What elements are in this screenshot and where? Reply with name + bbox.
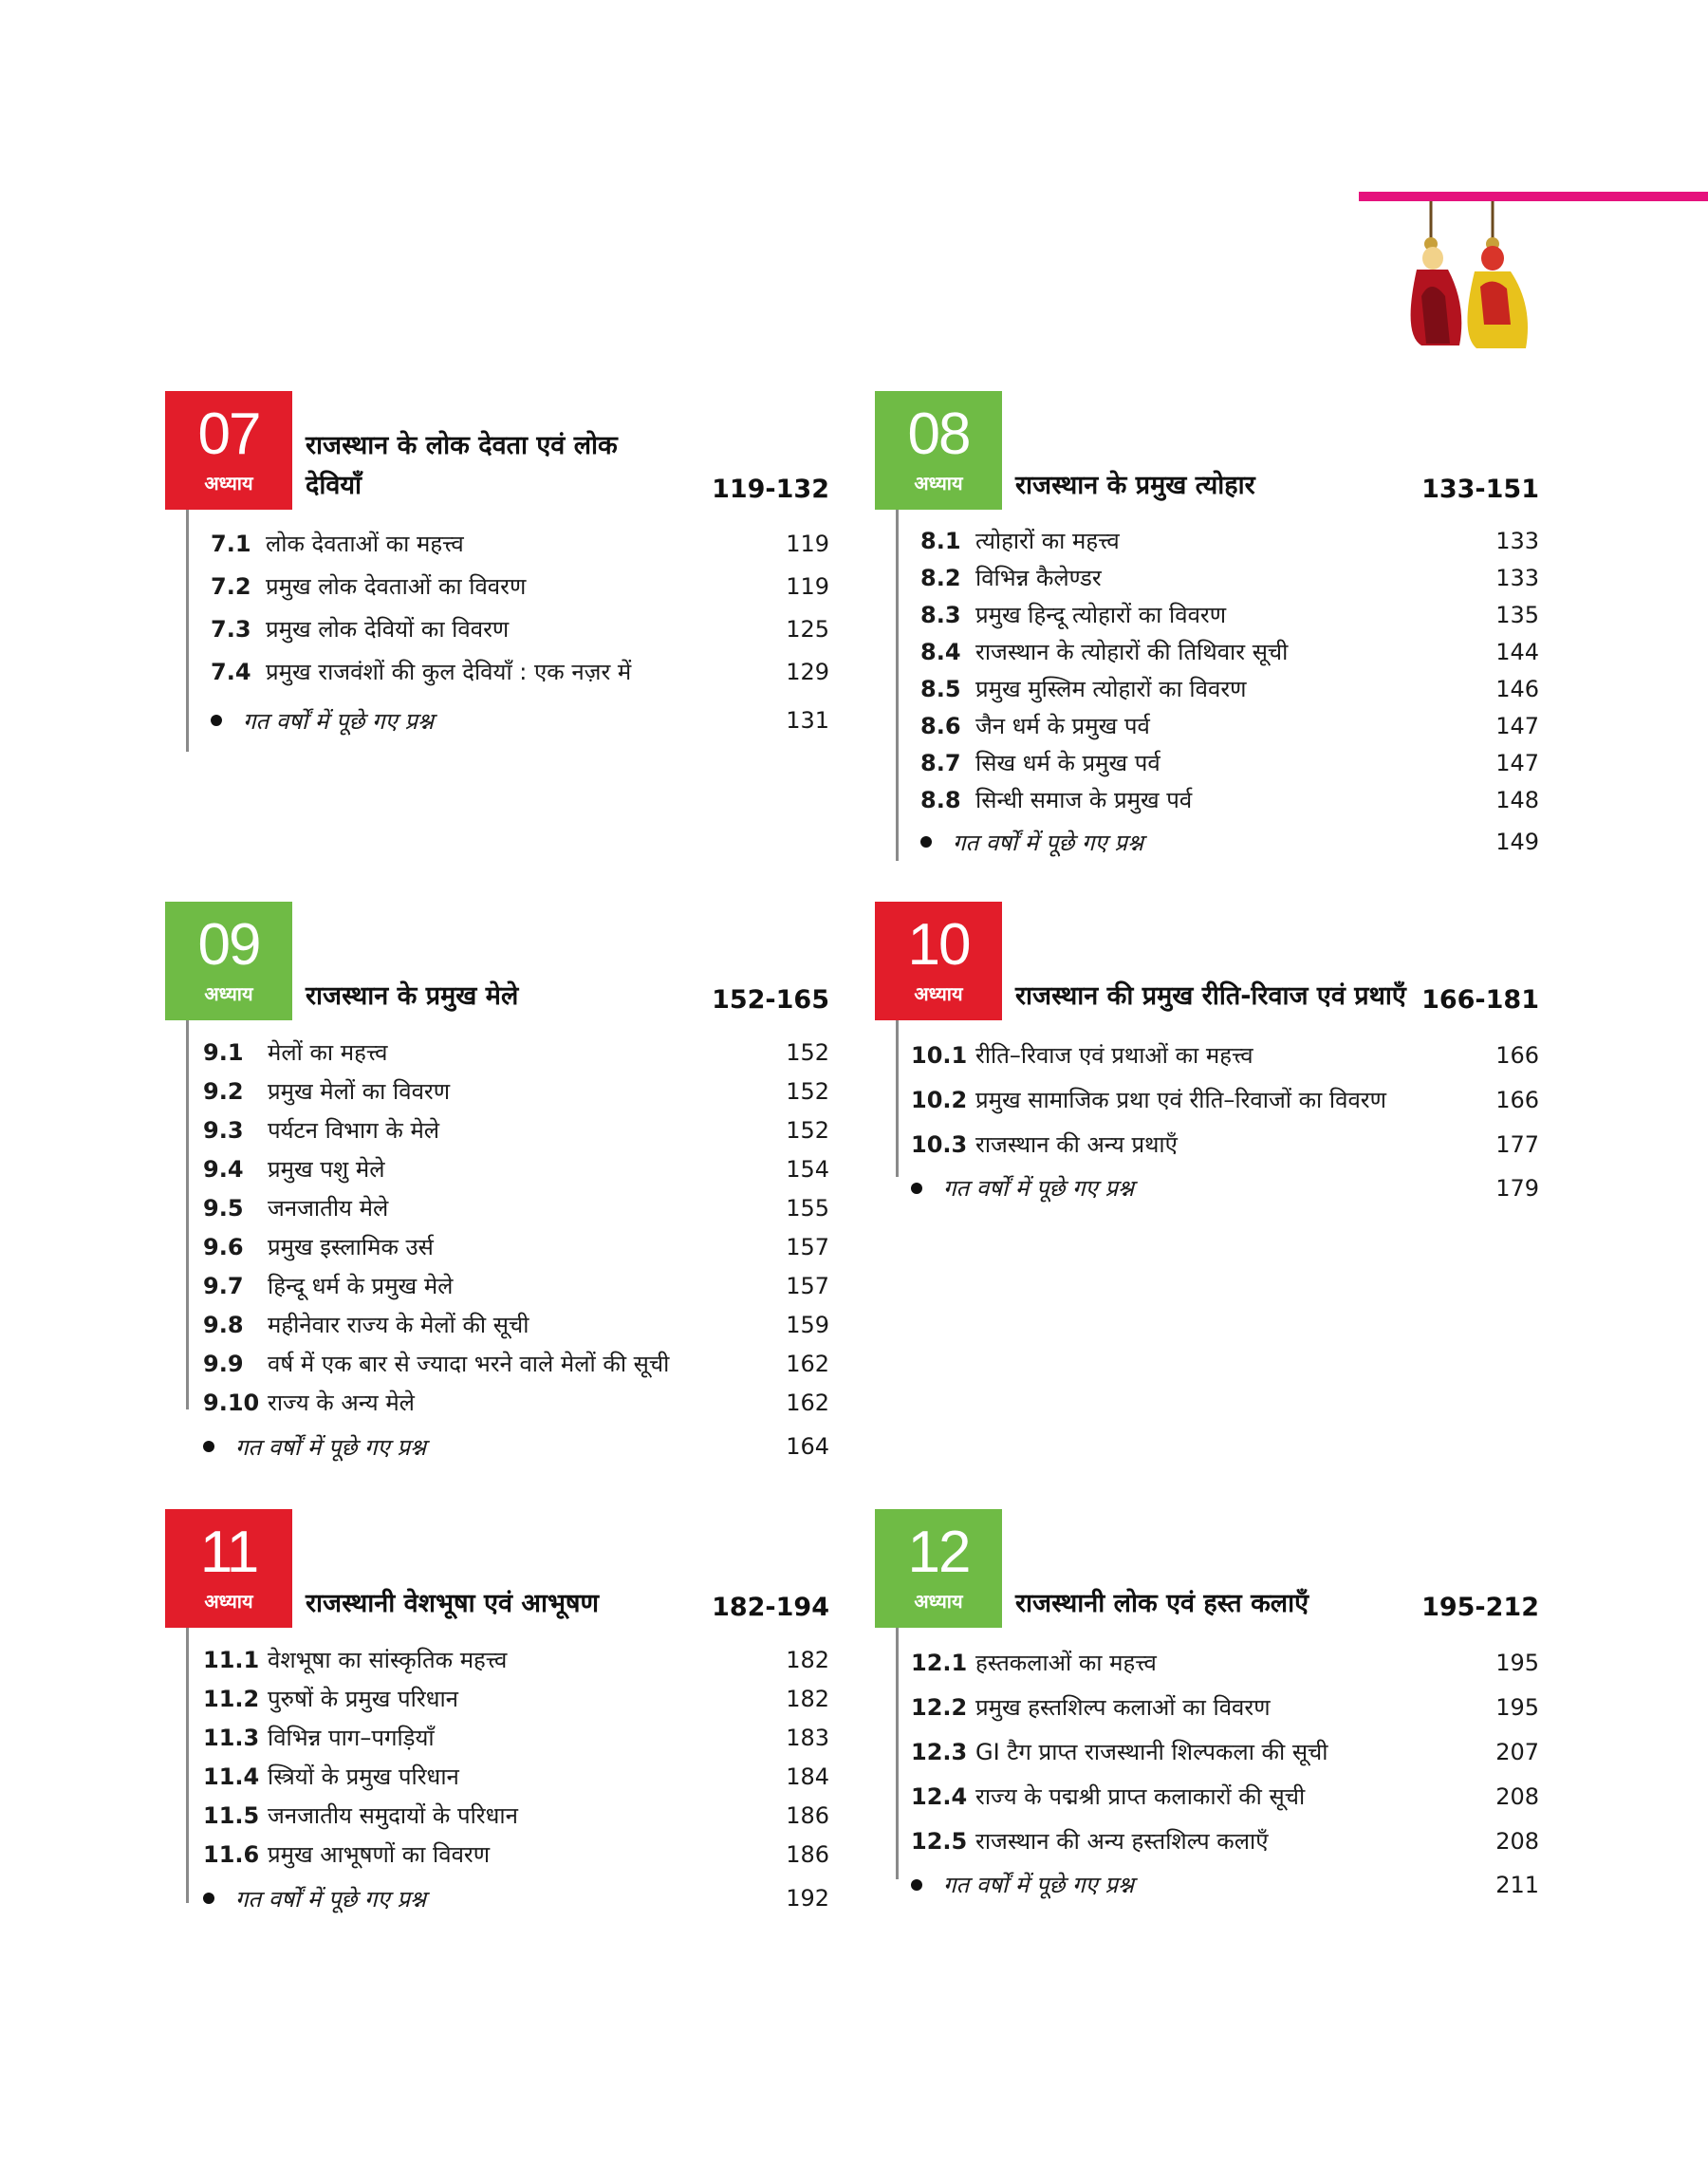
page-range: 195-212 bbox=[1421, 1593, 1539, 1622]
page-number: 195 bbox=[1495, 1693, 1539, 1721]
topic-item[interactable] bbox=[911, 1077, 1539, 1122]
page-number: 166 bbox=[1495, 1041, 1539, 1069]
topic-number: 8.2 bbox=[920, 564, 961, 591]
chapter-label: अध्याय bbox=[914, 1590, 963, 1613]
topic-number: 11.6 bbox=[203, 1840, 260, 1868]
topic-list bbox=[211, 522, 829, 748]
topic-title: प्रमुख पशु मेले bbox=[268, 1156, 385, 1183]
topic-title: पुरुषों के प्रमुख परिधान bbox=[268, 1686, 458, 1712]
previous-questions-item[interactable] bbox=[920, 818, 1539, 866]
topic-list bbox=[920, 522, 1539, 866]
topic-title: हस्तकलाओं का महत्त्व bbox=[975, 1650, 1157, 1676]
topic-list bbox=[911, 1033, 1539, 1209]
topic-item[interactable] bbox=[920, 707, 1539, 744]
chapter-label: अध्याय bbox=[204, 1590, 253, 1613]
chapter-badge bbox=[165, 391, 292, 510]
topic-title: सिन्धी समाज के प्रमुख पर्व bbox=[975, 787, 1193, 813]
topic-item[interactable] bbox=[920, 522, 1539, 559]
topic-item[interactable] bbox=[920, 744, 1539, 781]
chapter-badge bbox=[875, 1509, 1002, 1628]
chapter-title[interactable]: राजस्थान के प्रमुख त्योहार bbox=[1015, 471, 1255, 500]
chapter-label: अध्याय bbox=[914, 982, 963, 1005]
topic-item[interactable] bbox=[203, 1796, 829, 1835]
page-number: 162 bbox=[786, 1350, 829, 1377]
topic-list bbox=[203, 1640, 829, 1923]
chapter-label: अध्याय bbox=[204, 472, 253, 494]
topic-item[interactable] bbox=[203, 1835, 829, 1874]
chapter-title[interactable]: राजस्थानी लोक एवं हस्त कलाएँ bbox=[1015, 1589, 1309, 1618]
topic-title: हिन्दू धर्म के प्रमुख मेले bbox=[268, 1273, 454, 1299]
chapter-number: 09 bbox=[197, 912, 260, 978]
topic-number: 12.3 bbox=[911, 1738, 968, 1765]
previous-questions-item[interactable] bbox=[203, 1874, 829, 1923]
topic-title: विभिन्न कैलेण्डर bbox=[975, 565, 1102, 591]
chapter-header bbox=[875, 391, 1539, 510]
topic-title: जनजातीय समुदायों के परिधान bbox=[268, 1802, 518, 1829]
page-number: 146 bbox=[1495, 675, 1539, 702]
page-number: 119 bbox=[786, 572, 829, 600]
vertical-divider bbox=[896, 510, 899, 861]
topic-item[interactable] bbox=[911, 1685, 1539, 1729]
topic-title: वेशभूषा का सांस्कृतिक महत्त्व bbox=[268, 1647, 508, 1673]
chapter-badge bbox=[165, 902, 292, 1020]
topic-list bbox=[203, 1033, 829, 1471]
page-number: 183 bbox=[786, 1724, 829, 1751]
topic-item[interactable] bbox=[211, 565, 829, 607]
topic-number: 8.1 bbox=[920, 527, 961, 554]
chapter-number: 11 bbox=[199, 1520, 258, 1585]
topic-title: त्योहारों का महत्त्व bbox=[975, 528, 1120, 554]
topic-number: 8.4 bbox=[920, 638, 961, 665]
topic-title: जनजातीय मेले bbox=[268, 1195, 389, 1222]
page-number: 182 bbox=[786, 1646, 829, 1673]
topic-title: गत वर्षों में पूछे गए प्रश्न bbox=[203, 1883, 772, 1914]
page-number: 131 bbox=[786, 707, 829, 734]
page-range: 152-165 bbox=[712, 985, 829, 1015]
page-number: 162 bbox=[786, 1389, 829, 1416]
page-number: 147 bbox=[1495, 749, 1539, 776]
topic-title: गत वर्षों में पूछे गए प्रश्न bbox=[203, 1431, 772, 1463]
topic-item[interactable] bbox=[920, 559, 1539, 596]
topic-item[interactable] bbox=[203, 1640, 829, 1679]
topic-list bbox=[911, 1640, 1539, 1906]
topic-number: 8.8 bbox=[920, 786, 961, 813]
page-number: 186 bbox=[786, 1840, 829, 1868]
topic-item[interactable] bbox=[203, 1266, 829, 1305]
topic-title: गत वर्षों में पूछे गए प्रश्न bbox=[911, 1172, 1482, 1203]
page-number: 186 bbox=[786, 1801, 829, 1829]
topic-title: महीनेवार राज्य के मेलों की सूची bbox=[268, 1312, 529, 1338]
topic-item[interactable] bbox=[211, 607, 829, 650]
topic-item[interactable] bbox=[911, 1033, 1539, 1077]
chapter-title[interactable]: राजस्थानी वेशभूषा एवं आभूषण bbox=[306, 1589, 600, 1618]
topic-title: लोक देवताओं का महत्त्व bbox=[266, 531, 464, 557]
topic-item[interactable] bbox=[203, 1757, 829, 1796]
topic-title: राजस्थान की अन्य हस्तशिल्प कलाएँ bbox=[975, 1828, 1269, 1855]
topic-number: 9.10 bbox=[203, 1389, 260, 1416]
topic-item[interactable] bbox=[203, 1188, 829, 1227]
page-number: 157 bbox=[786, 1233, 829, 1260]
topic-item[interactable] bbox=[920, 596, 1539, 633]
vertical-divider bbox=[186, 510, 189, 752]
topic-number: 9.5 bbox=[203, 1194, 244, 1222]
topic-title: प्रमुख आभूषणों का विवरण bbox=[268, 1841, 491, 1868]
topic-title: वर्ष में एक बार से ज्यादा भरने वाले मेलों की सूची bbox=[268, 1351, 670, 1377]
page-number: 149 bbox=[1495, 829, 1539, 855]
vertical-divider bbox=[896, 1020, 899, 1177]
topic-number: 9.2 bbox=[203, 1077, 244, 1105]
previous-questions-item[interactable] bbox=[203, 1422, 829, 1471]
page-number: 125 bbox=[786, 615, 829, 643]
page-number: 144 bbox=[1495, 638, 1539, 665]
topic-item[interactable] bbox=[203, 1305, 829, 1344]
topic-title: राज्य के पद्मश्री प्राप्त कलाकारों की सूची bbox=[975, 1783, 1306, 1810]
topic-item[interactable] bbox=[911, 1122, 1539, 1166]
topic-title: राजस्थान के त्योहारों की तिथिवार सूची bbox=[975, 639, 1289, 665]
topic-number: 11.4 bbox=[203, 1763, 260, 1790]
previous-questions-item[interactable] bbox=[911, 1863, 1539, 1906]
page-number: 133 bbox=[1495, 564, 1539, 591]
page-number: 147 bbox=[1495, 712, 1539, 739]
topic-number: 12.2 bbox=[911, 1693, 968, 1721]
previous-questions-item[interactable] bbox=[911, 1166, 1539, 1209]
chapter-number: 10 bbox=[907, 912, 970, 978]
topic-item[interactable] bbox=[920, 670, 1539, 707]
topic-item[interactable] bbox=[211, 650, 829, 693]
topic-item[interactable] bbox=[911, 1729, 1539, 1774]
page-number: 133 bbox=[1495, 527, 1539, 554]
chapter-header bbox=[875, 902, 1539, 1020]
page-number: 148 bbox=[1495, 786, 1539, 813]
topic-title: प्रमुख लोक देवियों का विवरण bbox=[266, 616, 510, 643]
page-number: 207 bbox=[1495, 1738, 1539, 1765]
chapter-header bbox=[165, 1509, 829, 1628]
topic-number: 11.1 bbox=[203, 1646, 260, 1673]
topic-number: 9.4 bbox=[203, 1155, 244, 1183]
topic-title: रीति–रिवाज एवं प्रथाओं का महत्त्व bbox=[975, 1042, 1253, 1069]
topic-title: गत वर्षों में पूछे गए प्रश्न bbox=[920, 827, 1482, 858]
topic-title: राज्य के अन्य मेले bbox=[268, 1390, 415, 1416]
page-number: 195 bbox=[1495, 1649, 1539, 1676]
topic-number: 11.2 bbox=[203, 1685, 260, 1712]
topic-title: प्रमुख राजवंशों की कुल देवियाँ : एक नज़र में bbox=[266, 659, 632, 685]
topic-item[interactable] bbox=[920, 633, 1539, 670]
vertical-divider bbox=[186, 1628, 189, 1903]
topic-number: 10.3 bbox=[911, 1130, 968, 1158]
page-number: 135 bbox=[1495, 601, 1539, 628]
chapter-title[interactable]: राजस्थान की प्रमुख रीति-रिवाज एवं प्रथाएँ bbox=[1015, 981, 1406, 1011]
topic-title: GI टैग प्राप्त राजस्थानी शिल्पकला की सूची bbox=[975, 1739, 1328, 1765]
page-number: 164 bbox=[786, 1433, 829, 1460]
chapter-header bbox=[165, 391, 829, 510]
page-number: 159 bbox=[786, 1311, 829, 1338]
page-number: 208 bbox=[1495, 1782, 1539, 1810]
topic-number: 7.2 bbox=[211, 572, 251, 600]
topic-number: 12.4 bbox=[911, 1782, 968, 1810]
page-range: 133-151 bbox=[1421, 475, 1539, 504]
topic-number: 10.2 bbox=[911, 1086, 968, 1113]
topic-title: गत वर्षों में पूछे गए प्रश्न bbox=[911, 1869, 1482, 1900]
page-number: 155 bbox=[786, 1194, 829, 1222]
topic-number: 7.1 bbox=[211, 530, 251, 557]
topic-number: 11.5 bbox=[203, 1801, 260, 1829]
page-number: 157 bbox=[786, 1272, 829, 1299]
page-number: 154 bbox=[786, 1155, 829, 1183]
chapter-header bbox=[165, 902, 829, 1020]
chapter-title[interactable]: राजस्थान के लोक देवता एवं लोक देवियाँ bbox=[306, 431, 618, 500]
topic-number: 7.4 bbox=[211, 658, 251, 685]
topic-title: मेलों का महत्त्व bbox=[268, 1039, 388, 1066]
topic-item[interactable] bbox=[920, 781, 1539, 818]
topic-number: 12.5 bbox=[911, 1827, 968, 1855]
chapter-header bbox=[875, 1509, 1539, 1628]
page-number: 182 bbox=[786, 1685, 829, 1712]
topic-title: जैन धर्म के प्रमुख पर्व bbox=[975, 713, 1150, 739]
topic-number: 9.3 bbox=[203, 1116, 244, 1144]
topic-number: 8.6 bbox=[920, 712, 961, 739]
decorative-pink-bar bbox=[1359, 192, 1708, 201]
topic-item[interactable] bbox=[203, 1072, 829, 1110]
page-number: 166 bbox=[1495, 1086, 1539, 1113]
topic-title: प्रमुख लोक देवताओं का विवरण bbox=[266, 573, 527, 600]
topic-item[interactable] bbox=[211, 522, 829, 565]
topic-number: 8.5 bbox=[920, 675, 961, 702]
topic-number: 8.3 bbox=[920, 601, 961, 628]
topic-number: 9.7 bbox=[203, 1272, 244, 1299]
page-number: 152 bbox=[786, 1116, 829, 1144]
chapter-number: 12 bbox=[907, 1520, 970, 1585]
topic-item[interactable] bbox=[203, 1718, 829, 1757]
topic-item[interactable] bbox=[203, 1149, 829, 1188]
topic-title: राजस्थान की अन्य प्रथाएँ bbox=[975, 1131, 1178, 1158]
topic-title: विभिन्न पाग–पगड़ियाँ bbox=[268, 1725, 435, 1751]
topic-item[interactable] bbox=[203, 1110, 829, 1149]
page-number: 177 bbox=[1495, 1130, 1539, 1158]
topic-title: प्रमुख हिन्दू त्योहारों का विवरण bbox=[975, 602, 1227, 628]
topic-title: प्रमुख मुस्लिम त्योहारों का विवरण bbox=[975, 676, 1247, 702]
page-number: 192 bbox=[786, 1885, 829, 1912]
topic-item[interactable] bbox=[203, 1383, 829, 1422]
topic-title: सिख धर्म के प्रमुख पर्व bbox=[975, 750, 1160, 776]
chapter-label: अध्याय bbox=[204, 982, 253, 1005]
chapter-number: 08 bbox=[907, 401, 970, 467]
topic-number: 9.6 bbox=[203, 1233, 244, 1260]
topic-number: 11.3 bbox=[203, 1724, 260, 1751]
topic-title: प्रमुख हस्तशिल्प कलाओं का विवरण bbox=[975, 1694, 1271, 1721]
topic-item[interactable] bbox=[911, 1819, 1539, 1863]
topic-item[interactable] bbox=[911, 1774, 1539, 1819]
topic-title: गत वर्षों में पूछे गए प्रश्न bbox=[211, 705, 772, 737]
topic-title: पर्यटन विभाग के मेले bbox=[268, 1117, 440, 1144]
chapter-label: अध्याय bbox=[914, 472, 963, 494]
page-number: 129 bbox=[786, 658, 829, 685]
page-number: 179 bbox=[1495, 1174, 1539, 1202]
chapter-badge bbox=[875, 902, 1002, 1020]
page-number: 184 bbox=[786, 1763, 829, 1790]
topic-item[interactable] bbox=[203, 1679, 829, 1718]
page-range: 166-181 bbox=[1421, 985, 1539, 1015]
topic-item[interactable] bbox=[203, 1344, 829, 1383]
page-number: 211 bbox=[1495, 1871, 1539, 1898]
topic-number: 9.9 bbox=[203, 1350, 244, 1377]
topic-title: प्रमुख मेलों का विवरण bbox=[268, 1078, 451, 1105]
topic-number: 8.7 bbox=[920, 749, 961, 776]
topic-item[interactable] bbox=[203, 1227, 829, 1266]
topic-number: 9.1 bbox=[203, 1038, 244, 1066]
page-number: 152 bbox=[786, 1077, 829, 1105]
puppets-image bbox=[1393, 201, 1545, 353]
chapter-title[interactable]: राजस्थान के प्रमुख मेले bbox=[306, 981, 519, 1011]
topic-title: स्त्रियों के प्रमुख परिधान bbox=[268, 1763, 459, 1790]
page-number: 152 bbox=[786, 1038, 829, 1066]
topic-item[interactable] bbox=[911, 1640, 1539, 1685]
topic-number: 10.1 bbox=[911, 1041, 968, 1069]
page-range: 182-194 bbox=[712, 1593, 829, 1622]
chapter-badge bbox=[165, 1509, 292, 1628]
page-number: 208 bbox=[1495, 1827, 1539, 1855]
previous-questions-item[interactable] bbox=[211, 693, 829, 748]
topic-item[interactable] bbox=[203, 1033, 829, 1072]
page-range: 119-132 bbox=[712, 475, 829, 504]
topic-number: 7.3 bbox=[211, 615, 251, 643]
chapter-badge bbox=[875, 391, 1002, 510]
topic-number: 12.1 bbox=[911, 1649, 968, 1676]
topic-number: 9.8 bbox=[203, 1311, 244, 1338]
vertical-divider bbox=[896, 1628, 899, 1879]
chapter-number: 07 bbox=[197, 401, 260, 467]
vertical-divider bbox=[186, 1020, 189, 1409]
topic-title: प्रमुख सामाजिक प्रथा एवं रीति–रिवाजों का विवरण bbox=[975, 1087, 1386, 1113]
page-number: 119 bbox=[786, 530, 829, 557]
topic-title: प्रमुख इस्लामिक उर्स bbox=[268, 1234, 434, 1260]
